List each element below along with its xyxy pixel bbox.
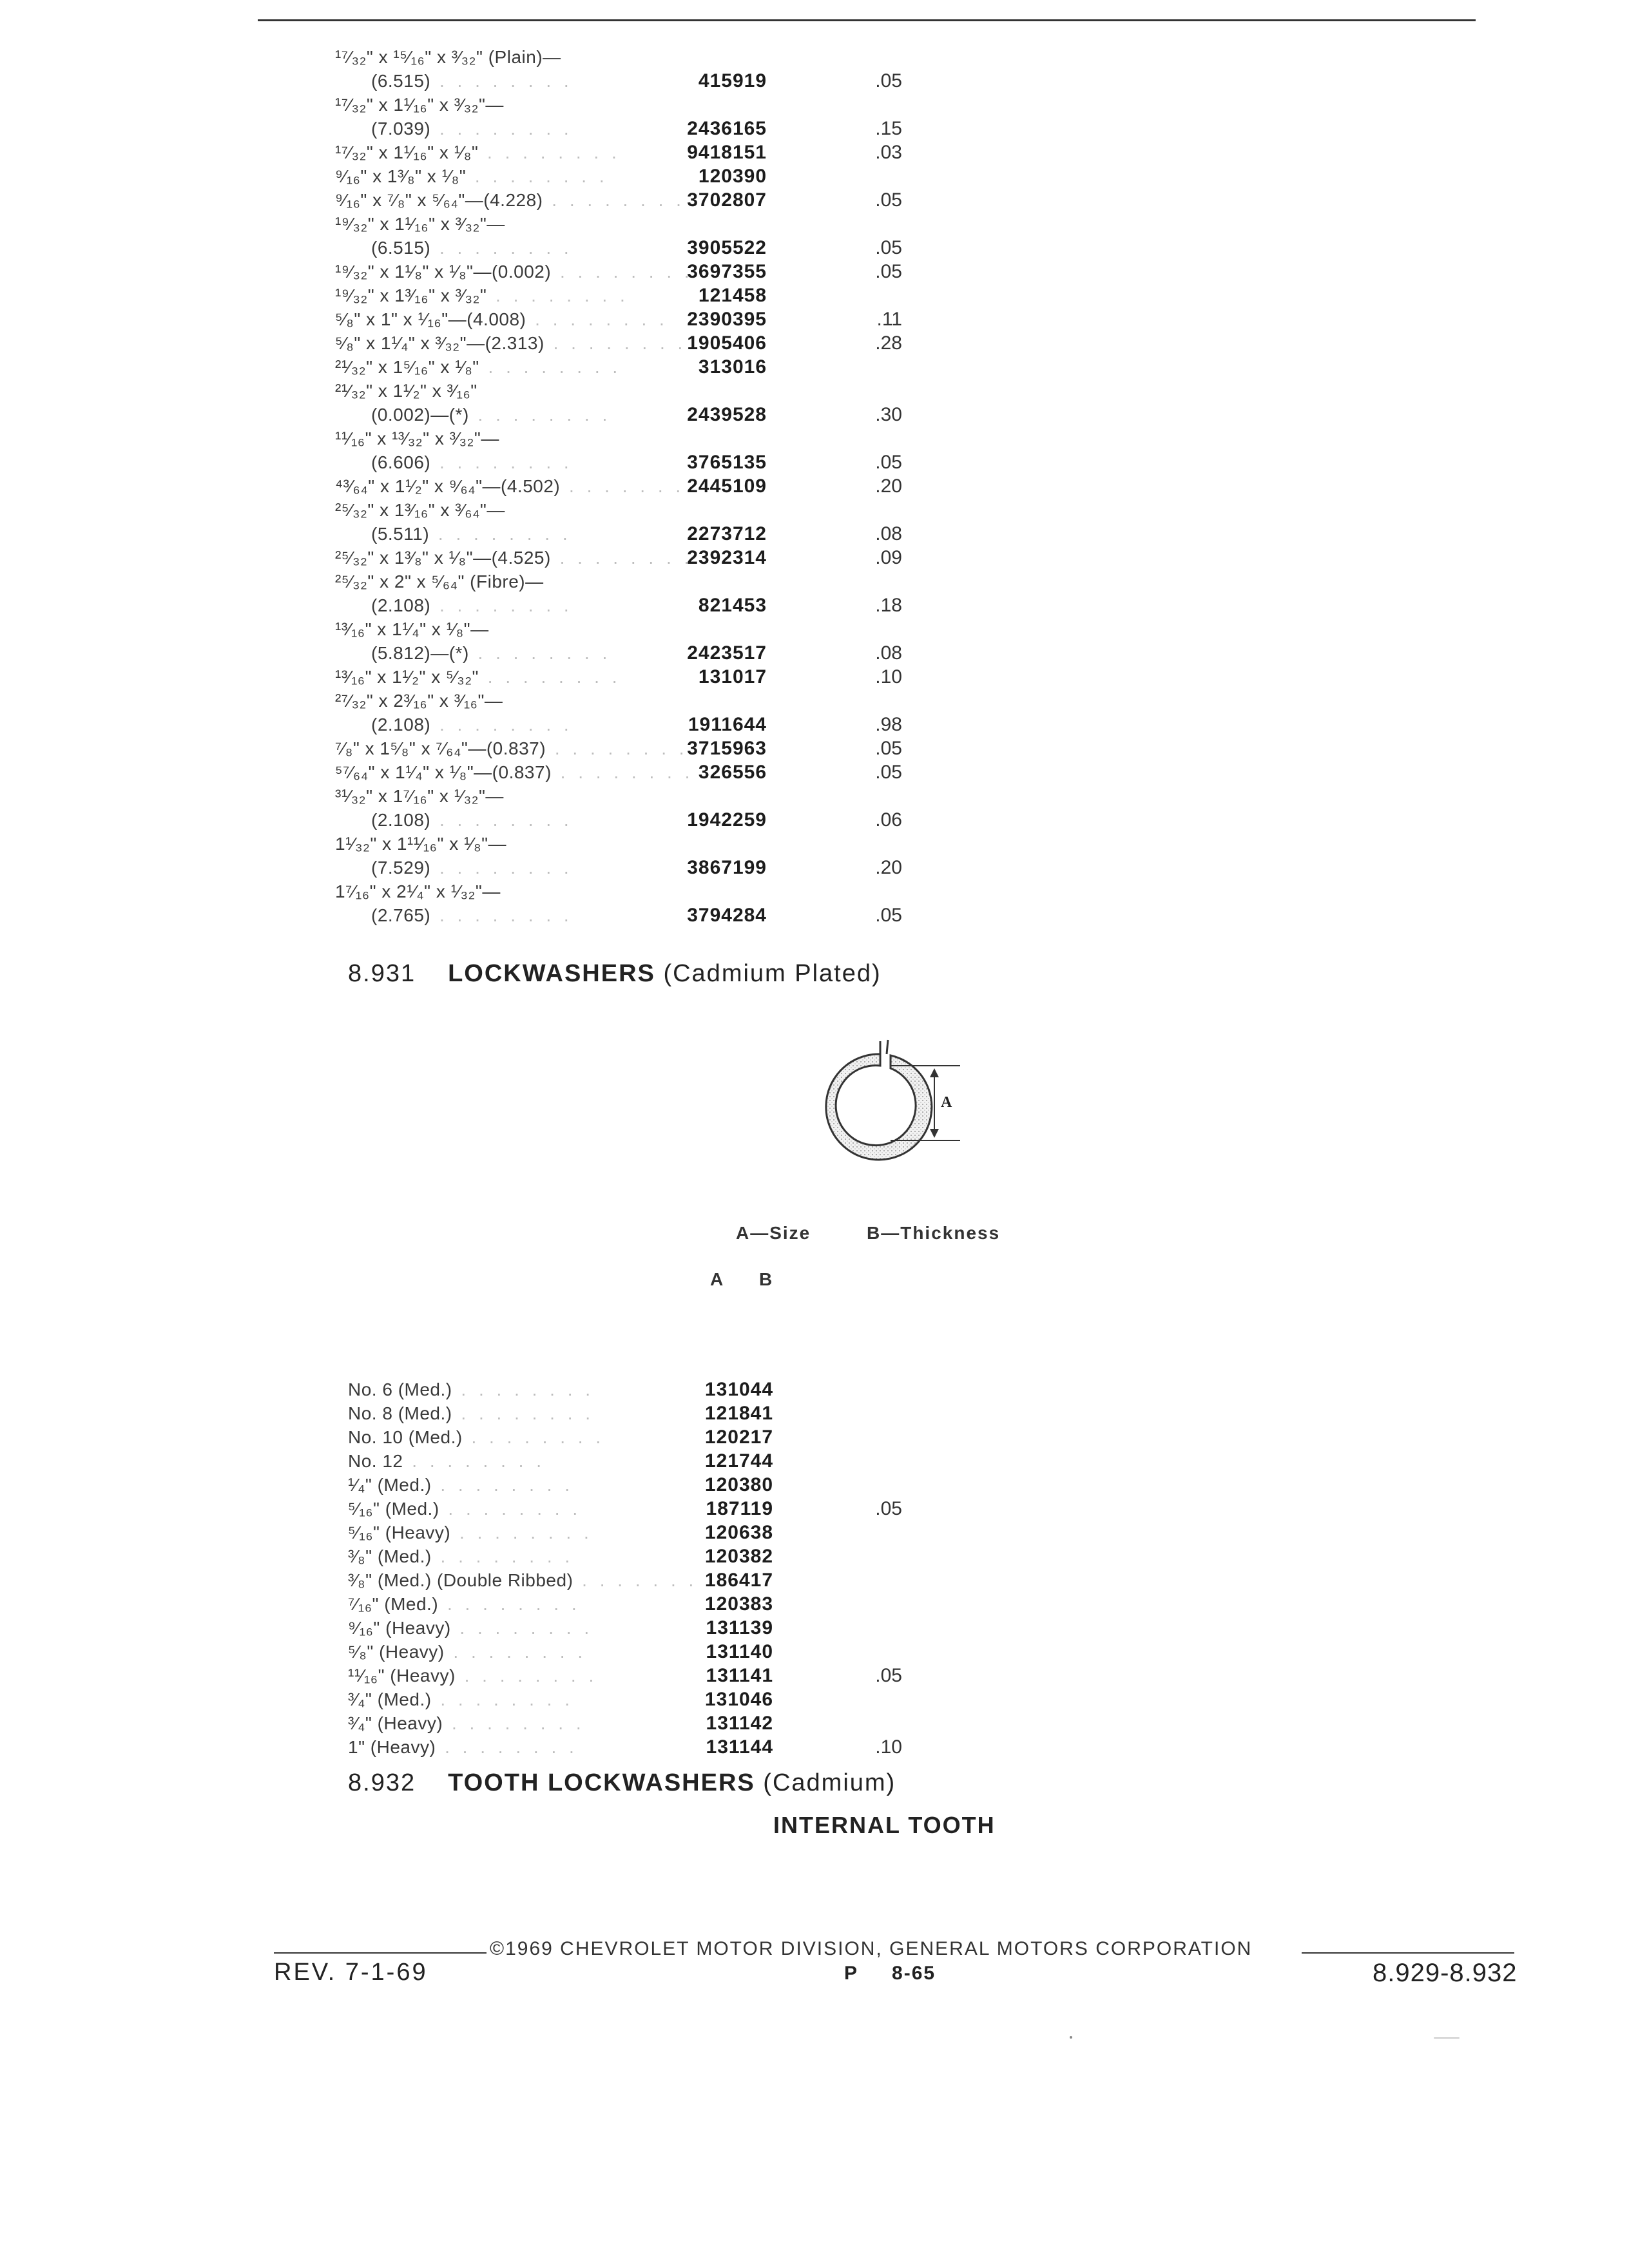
lockwasher-diagram (805, 1037, 973, 1179)
price: .18 (875, 595, 902, 616)
part-number: 9418151 (687, 142, 767, 163)
part-number: 186417 (704, 1570, 773, 1591)
item-description (335, 164, 608, 188)
price: .28 (875, 332, 902, 354)
leader-dots: . . . . . . . . (430, 119, 573, 139)
description-text: ⁹⁄₁₆" x ⁷⁄₈" x ⁵⁄₆₄"—(4.228) (335, 190, 543, 210)
table-row (335, 236, 1044, 260)
item-description (335, 474, 702, 498)
part-number: 3702807 (687, 189, 767, 211)
leader-dots: . . . . . . . . (468, 643, 612, 663)
thickness-label: B—Thickness (867, 1223, 1001, 1243)
table-row (335, 665, 1044, 689)
price: .05 (875, 762, 902, 783)
item-description (335, 188, 685, 212)
item-description (371, 903, 573, 927)
part-number: 131141 (706, 1665, 773, 1686)
description-text: ⁵⁄₁₆" (Heavy) (348, 1523, 451, 1542)
item-description (335, 546, 693, 570)
leader-dots: . . . . . . . . (468, 405, 612, 425)
description-text: ³¹⁄₃₂" x 1⁷⁄₁₆" x ¹⁄₃₂"— (335, 786, 504, 806)
leader-dots: . . . . . . . . (478, 142, 621, 162)
price: .10 (875, 666, 902, 687)
part-number: 120638 (704, 1522, 773, 1543)
part-number: 131142 (706, 1713, 773, 1734)
part-number: 121841 (704, 1403, 773, 1424)
section-number: 8.931 (348, 960, 416, 987)
table-row (335, 736, 1044, 760)
table-row (335, 689, 1044, 713)
item-description (348, 1616, 593, 1640)
item-description (335, 879, 501, 903)
price: .05 (875, 905, 902, 926)
item-description (335, 689, 503, 713)
price: .20 (875, 857, 902, 878)
item-description (371, 856, 573, 879)
leader-dots: . . . . . . . . (551, 762, 694, 782)
table-row (335, 832, 1044, 856)
description-text: ⁵⁄₈" x 1¹⁄₄" x ³⁄₃₂"—(2.313) (335, 333, 545, 353)
price: .05 (875, 189, 902, 211)
description-text: (7.039) (371, 119, 431, 139)
price: .30 (875, 404, 902, 425)
description-text: ¹⁷⁄₃₂" x 1¹⁄₁₆" x ¹⁄₈" (335, 142, 479, 162)
part-number: 120380 (704, 1474, 773, 1495)
part-number: 131044 (704, 1379, 773, 1400)
description-text: ⁹⁄₁₆" x 1³⁄₈" x ¹⁄₈" (335, 166, 467, 186)
description-text: ²⁵⁄₃₂" x 2" x ⁵⁄₆₄" (Fibre)— (335, 572, 544, 591)
part-number: 415919 (698, 70, 767, 91)
leader-dots: . . . . . . . . (462, 1427, 605, 1447)
price: .05 (875, 70, 902, 91)
table-row (335, 784, 1044, 808)
section-number: 8.932 (348, 1769, 416, 1796)
description-text: (0.002)—(*) (371, 405, 469, 425)
leader-dots: . . . . . . . . (452, 1403, 595, 1423)
description-text: (6.606) (371, 452, 431, 472)
table-row (348, 1497, 1057, 1521)
price: .98 (875, 714, 902, 735)
section-8931-heading (348, 960, 882, 988)
item-description (348, 1640, 586, 1664)
description-text: (5.812)—(*) (371, 643, 469, 663)
column-b-header: B (759, 1269, 774, 1289)
table-row (348, 1521, 1057, 1544)
part-number: 1942259 (687, 809, 767, 831)
item-description (348, 1735, 578, 1759)
part-number: 2423517 (687, 642, 767, 664)
part-number: 326556 (698, 762, 767, 783)
price: .05 (875, 237, 902, 258)
leader-dots: . . . . . . . . (466, 166, 608, 186)
item-description (335, 307, 668, 331)
part-number: 131140 (706, 1641, 773, 1662)
description-text: ⁴³⁄₆₄" x 1¹⁄₂" x ⁹⁄₆₄"—(4.502) (335, 476, 561, 496)
leader-dots: . . . . . . . . (550, 548, 693, 568)
description-text: No. 10 (Med.) (348, 1427, 463, 1447)
leader-dots: . . . . . . . . (455, 1666, 598, 1686)
footer-rule-right (1302, 1952, 1514, 1954)
leader-dots: . . . . . . . . (430, 71, 573, 91)
price: .05 (875, 452, 902, 473)
description-text: ¹¹⁄₁₆" (Heavy) (348, 1666, 456, 1686)
page-prefix: P (844, 1963, 859, 1984)
item-description (348, 1473, 574, 1497)
table-row (335, 879, 1044, 903)
size-label: A—Size (736, 1223, 811, 1243)
table-row (348, 1401, 1057, 1425)
item-description (371, 450, 573, 474)
top-rule (258, 19, 1476, 21)
price: .15 (875, 118, 902, 139)
description-text: ³⁄₄" (Med.) (348, 1689, 432, 1709)
table-row (335, 641, 1044, 665)
leader-dots: . . . . . . . . (431, 1689, 574, 1709)
leader-dots: . . . . . . . . (479, 357, 622, 377)
item-description (371, 641, 611, 665)
section-subtitle: (Cadmium) (763, 1769, 896, 1796)
description-text: ⁷⁄₈" x 1⁵⁄₈" x ⁷⁄₆₄"—(0.837) (335, 738, 546, 758)
table-row (348, 1735, 1057, 1759)
table-row (348, 1568, 1057, 1592)
item-description (335, 665, 621, 689)
item-description (348, 1401, 594, 1425)
item-description (335, 498, 505, 522)
part-number: 313016 (698, 356, 767, 378)
description-text: ²⁵⁄₃₂" x 1³⁄₁₆" x ³⁄₆₄"— (335, 500, 505, 520)
part-number: 2273712 (687, 523, 767, 544)
table-row (348, 1592, 1057, 1616)
part-number: 120217 (704, 1427, 773, 1448)
price: .05 (875, 738, 902, 759)
part-number: 121458 (698, 285, 767, 306)
item-description (335, 570, 544, 593)
washer-table (335, 45, 1044, 927)
part-number: 120383 (704, 1593, 773, 1615)
table-row (335, 522, 1044, 546)
table-row (335, 355, 1044, 379)
price: .05 (875, 1665, 902, 1686)
item-description (335, 331, 686, 355)
item-description (371, 236, 573, 260)
item-description (371, 713, 573, 736)
description-text: ⁷⁄₁₆" (Med.) (348, 1594, 439, 1614)
scan-speck (1434, 2037, 1460, 2039)
description-text: ²⁷⁄₃₂" x 2³⁄₁₆" x ³⁄₁₆"— (335, 691, 503, 711)
leader-dots: . . . . . . . . (444, 1642, 587, 1662)
description-text: ¹⁹⁄₃₂" x 1¹⁄₁₆" x ³⁄₃₂"— (335, 214, 505, 234)
description-text: (2.108) (371, 715, 431, 735)
table-row (335, 403, 1044, 427)
leader-dots: . . . . . . . . (452, 1379, 595, 1399)
item-description (335, 427, 499, 450)
footer-revision: REV. 7-1-69 (274, 1959, 428, 1986)
table-row (335, 307, 1044, 331)
part-number: 131139 (706, 1617, 773, 1639)
dimension-a-label: A (941, 1094, 952, 1111)
table-row (335, 903, 1044, 927)
leader-dots: . . . . . . . . (430, 595, 573, 615)
table-row (348, 1544, 1057, 1568)
table-row (335, 760, 1044, 784)
leader-dots: . . . . . . . . (438, 1594, 581, 1614)
description-text: ⁵⁄₈" x 1" x ¹⁄₁₆"—(4.008) (335, 309, 526, 329)
item-description (371, 403, 611, 427)
page-number: 8-65 (892, 1963, 936, 1984)
price: .06 (875, 809, 902, 831)
table-row (348, 1616, 1057, 1640)
table-row (348, 1640, 1057, 1664)
table-row (335, 427, 1044, 450)
description-text: (6.515) (371, 238, 431, 258)
price: .08 (875, 642, 902, 664)
table-row (335, 260, 1044, 284)
part-number: 187119 (706, 1498, 773, 1519)
leader-dots: . . . . . . . . (431, 1546, 574, 1566)
section-subtitle: (Cadmium Plated) (663, 960, 882, 987)
item-description (348, 1711, 585, 1735)
price: .05 (875, 261, 902, 282)
item-description (348, 1425, 604, 1449)
leader-dots: . . . . . . . . (403, 1451, 545, 1471)
table-row (348, 1687, 1057, 1711)
description-text: ¹⁹⁄₃₂" x 1¹⁄₈" x ¹⁄₈"—(0.002) (335, 262, 552, 282)
part-number: 2445109 (687, 476, 767, 497)
description-text: ²¹⁄₃₂" x 1⁵⁄₁₆" x ¹⁄₈" (335, 357, 479, 377)
description-text: ¹⁷⁄₃₂" x ¹⁵⁄₁₆" x ³⁄₃₂" (Plain)— (335, 47, 561, 67)
item-description (348, 1544, 574, 1568)
leader-dots: . . . . . . . . (526, 309, 668, 329)
footer-section-range: 8.929-8.932 (1373, 1959, 1518, 1987)
footer-rule-left (274, 1952, 487, 1954)
table-row (348, 1473, 1057, 1497)
description-text: No. 12 (348, 1451, 403, 1471)
description-text: ⁵⁄₁₆" (Med.) (348, 1499, 439, 1519)
item-description (335, 93, 504, 117)
leader-dots: . . . . . . . . (430, 715, 573, 735)
part-number: 3794284 (687, 905, 767, 926)
item-description (348, 1664, 597, 1687)
leader-dots: . . . . . . . . (429, 524, 572, 544)
table-row (335, 617, 1044, 641)
description-text: No. 8 (Med.) (348, 1403, 452, 1423)
price: .20 (875, 476, 902, 497)
description-text: ³⁄₈" (Med.) (348, 1546, 432, 1566)
description-text: No. 6 (Med.) (348, 1379, 452, 1399)
item-description (371, 117, 573, 140)
description-text: (6.515) (371, 71, 431, 91)
description-text: ³⁄₈" (Med.) (Double Ribbed) (348, 1570, 574, 1590)
description-text: 1⁷⁄₁₆" x 2¹⁄₄" x ¹⁄₃₂"— (335, 881, 501, 901)
item-description (335, 784, 504, 808)
table-row (335, 164, 1044, 188)
leader-dots: . . . . . . . . (430, 858, 573, 878)
item-description (348, 1449, 545, 1473)
item-description (335, 284, 629, 307)
lockwasher-table (348, 1378, 1057, 1759)
leader-dots: . . . . . . . . (430, 238, 573, 258)
table-row (335, 713, 1044, 736)
item-description (348, 1592, 581, 1616)
item-description (335, 832, 506, 856)
table-row (335, 450, 1044, 474)
description-text: ²⁵⁄₃₂" x 1³⁄₈" x ¹⁄₈"—(4.525) (335, 548, 551, 568)
table-row (335, 808, 1044, 832)
description-text: 1¹⁄₃₂" x 1¹¹⁄₁₆" x ¹⁄₈"— (335, 834, 507, 854)
table-row (335, 593, 1044, 617)
part-number: 3867199 (687, 857, 767, 878)
leader-dots: . . . . . . . . (431, 1475, 574, 1495)
description-text: ³⁄₄" (Heavy) (348, 1713, 443, 1733)
leader-dots: . . . . . . . . (443, 1713, 585, 1733)
item-description (335, 355, 621, 379)
description-text: (7.529) (371, 858, 431, 878)
table-row (335, 188, 1044, 212)
part-number: 2392314 (687, 547, 767, 568)
internal-tooth-subheading: INTERNAL TOOTH (773, 1812, 996, 1838)
description-text: (5.511) (371, 524, 430, 544)
table-row (335, 45, 1044, 69)
part-number: 2436165 (687, 118, 767, 139)
table-row (335, 474, 1044, 498)
description-text: (2.765) (371, 905, 431, 925)
description-text: ⁹⁄₁₆" (Heavy) (348, 1618, 451, 1638)
description-text: ¹⁹⁄₃₂" x 1³⁄₁₆" x ³⁄₃₂" (335, 285, 487, 305)
price: .10 (875, 1736, 902, 1758)
footer-copyright: ©1969 CHEVROLET MOTOR DIVISION, GENERAL MOTORS CORPORATION (490, 1938, 1253, 1959)
part-number: 2439528 (687, 404, 767, 425)
section-title: LOCKWASHERS (448, 960, 655, 987)
part-number: 120390 (698, 166, 767, 187)
item-description (335, 379, 477, 403)
leader-dots: . . . . . . . . (479, 667, 621, 687)
table-row (348, 1664, 1057, 1687)
table-row (335, 856, 1044, 879)
table-row (335, 284, 1044, 307)
price: .03 (875, 142, 902, 163)
leader-dots: . . . . . . . . (544, 333, 687, 353)
leader-dots: . . . . . . . . (439, 1499, 582, 1519)
part-number: 1911644 (688, 714, 767, 735)
description-text: (2.108) (371, 595, 431, 615)
table-row (348, 1425, 1057, 1449)
description-text: ¹⁷⁄₃₂" x 1¹⁄₁₆" x ³⁄₃₂"— (335, 95, 504, 115)
item-description (371, 522, 572, 546)
part-number: 3715963 (687, 738, 767, 759)
leader-dots: . . . . . . . . (450, 1523, 593, 1542)
part-number: 2390395 (687, 309, 767, 330)
table-row (335, 69, 1044, 93)
footer-page (844, 1963, 936, 1984)
description-text: ¹¹⁄₁₆" x ¹³⁄₃₂" x ³⁄₃₂"— (335, 428, 499, 448)
table-row (335, 570, 1044, 593)
price: .05 (875, 1498, 902, 1519)
leader-dots: . . . . . . . . (430, 452, 573, 472)
part-number: 120382 (704, 1546, 773, 1567)
leader-dots: . . . . . . . . (546, 738, 688, 758)
item-description (335, 45, 561, 69)
part-number: 3905522 (687, 237, 767, 258)
washer-ring (826, 1054, 932, 1160)
leader-dots: . . . . . . . . (430, 905, 573, 925)
leader-dots: . . . . . . . . (487, 285, 629, 305)
item-description (335, 760, 693, 784)
scan-speck (1070, 2036, 1072, 2039)
part-number: 3765135 (687, 452, 767, 473)
item-description (348, 1521, 593, 1544)
table-row (335, 140, 1044, 164)
description-text: ¹⁄₄" (Med.) (348, 1475, 432, 1495)
table-row (335, 546, 1044, 570)
item-description (335, 617, 489, 641)
leader-dots: . . . . . . . . (551, 262, 693, 282)
description-text: 1" (Heavy) (348, 1737, 436, 1757)
part-number: 131017 (698, 666, 767, 687)
item-description (335, 736, 688, 760)
description-text: ¹³⁄₁₆" x 1¹⁄₂" x ⁵⁄₃₂" (335, 667, 479, 687)
item-description (371, 808, 573, 832)
item-description (348, 1497, 581, 1521)
part-number: 3697355 (687, 261, 767, 282)
table-row (335, 93, 1044, 117)
item-description (335, 140, 621, 164)
leader-dots: . . . . . . . . (430, 810, 573, 830)
item-description (371, 69, 573, 93)
description-text: ²¹⁄₃₂" x 1¹⁄₂" x ³⁄₁₆" (335, 381, 477, 401)
leader-dots: . . . . . . . . (560, 476, 702, 496)
table-row (348, 1378, 1057, 1401)
leader-dots: . . . . . . . . (543, 190, 685, 210)
item-description (371, 593, 573, 617)
item-description (348, 1687, 574, 1711)
description-text: ⁵⁷⁄₆₄" x 1¹⁄₄" x ¹⁄₈"—(0.837) (335, 762, 552, 782)
item-description (335, 260, 693, 284)
table-row (335, 117, 1044, 140)
price: .09 (875, 547, 902, 568)
part-number: 821453 (698, 595, 767, 616)
leader-dots: . . . . . . . . (573, 1570, 715, 1590)
leader-dots: . . . . . . . . (450, 1618, 593, 1638)
table-row (335, 379, 1044, 403)
section-8932-heading (348, 1769, 896, 1797)
price: .11 (876, 309, 902, 330)
column-a-header: A (710, 1269, 725, 1289)
leader-dots: . . . . . . . . (436, 1737, 578, 1757)
part-number: 1905406 (687, 332, 767, 354)
description-text: ⁵⁄₈" (Heavy) (348, 1642, 445, 1662)
section-title: TOOTH LOCKWASHERS (448, 1769, 755, 1796)
part-number: 121744 (704, 1450, 773, 1472)
table-row (348, 1711, 1057, 1735)
part-number: 131144 (706, 1736, 773, 1758)
item-description (348, 1378, 594, 1401)
table-row (335, 498, 1044, 522)
table-row (335, 331, 1044, 355)
price: .08 (875, 523, 902, 544)
part-number: 131046 (704, 1689, 773, 1710)
table-row (348, 1449, 1057, 1473)
item-description (335, 212, 505, 236)
description-text: ¹³⁄₁₆" x 1¹⁄₄" x ¹⁄₈"— (335, 619, 489, 639)
table-row (335, 212, 1044, 236)
description-text: (2.108) (371, 810, 431, 830)
